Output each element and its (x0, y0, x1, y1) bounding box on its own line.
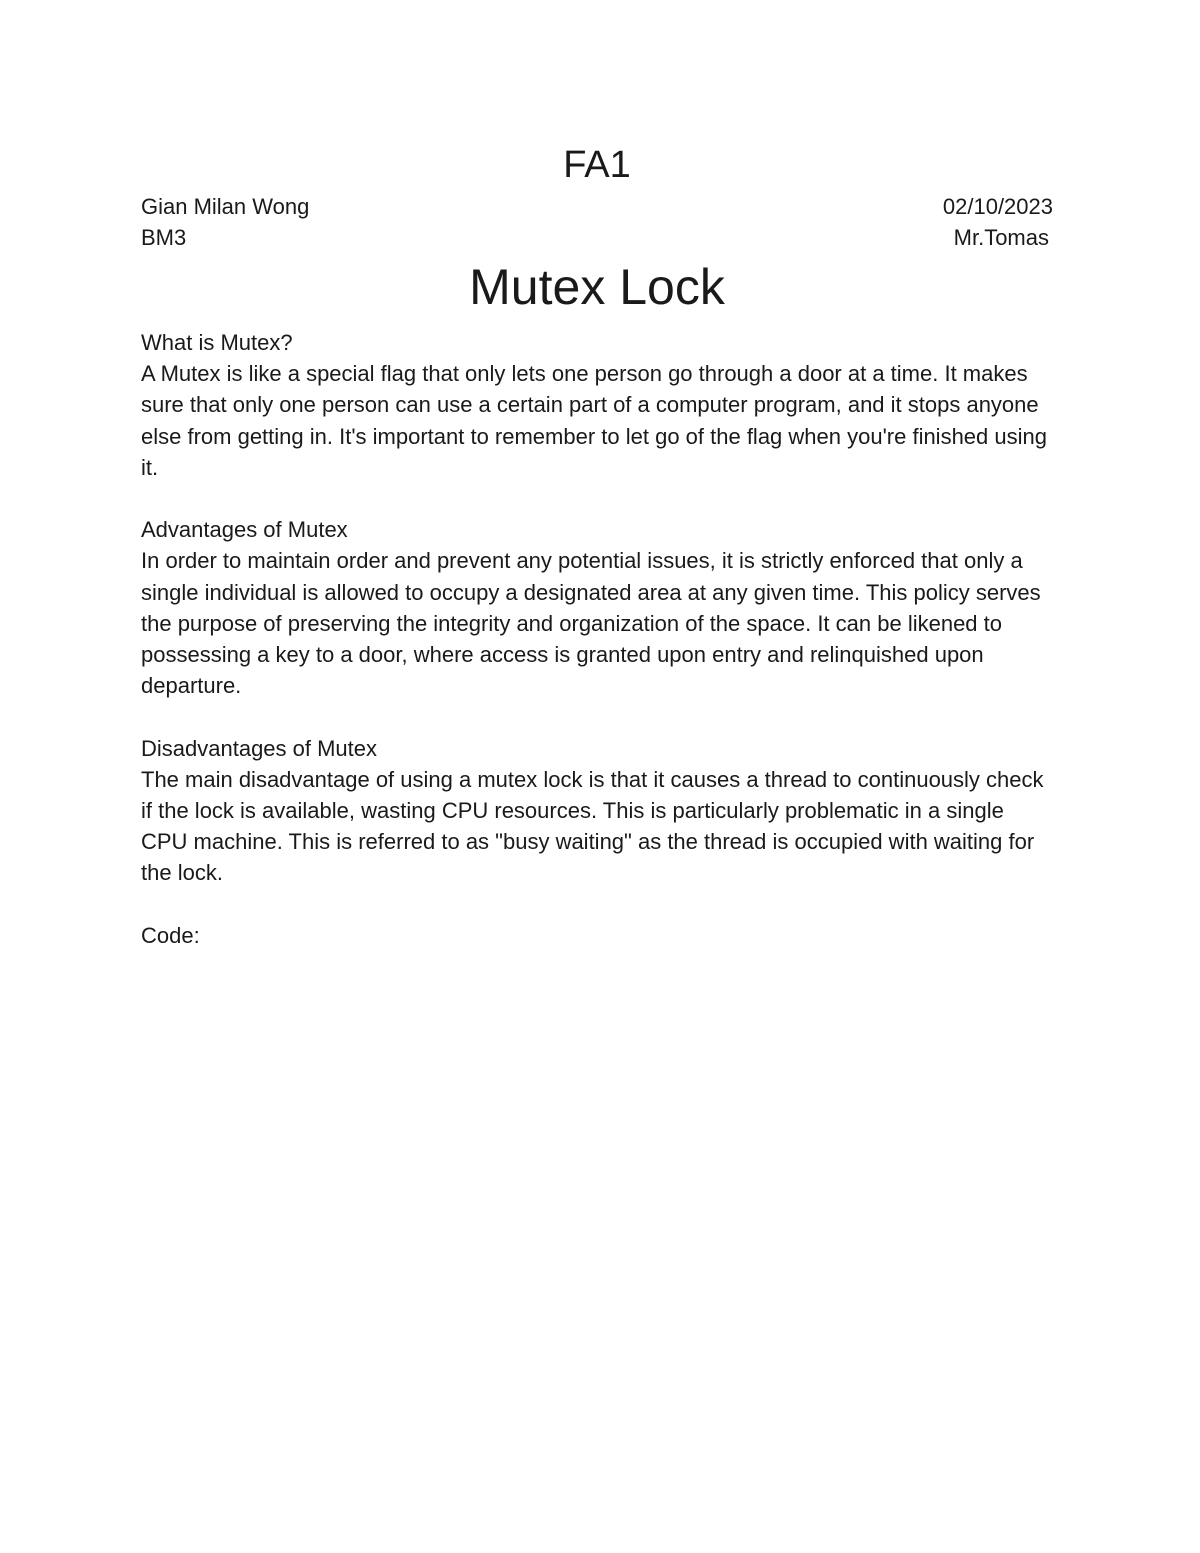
section-what-is-mutex (141, 327, 1053, 483)
section-heading: What is Mutex? (141, 330, 293, 355)
document-code: FA1 (563, 144, 631, 186)
section-disadvantages (141, 733, 1053, 889)
section-text: The main disadvantage of using a mutex lock is that it causes a thread to continuously check if the lock is available, wasting CPU resources. This is particularly problematic in a single CPU machine. This is referred to as "busy waiting" as the thread is occupied with waiting for the lock. (141, 766, 1044, 886)
document-body (141, 327, 1053, 982)
header-row-2 (141, 222, 1049, 253)
document-date: 02/10/2023 (942, 194, 1053, 219)
section-text: In order to maintain order and prevent any potential issues, it is strictly enforced that only a single individual is allowed to occupy a designated area at any given time. This policy serves the purpose of preserving the integrity and organization of the space. It can be likened to possessing a key to a door, where access is granted upon entry and relinquished upon departure. (141, 548, 1041, 699)
section-advantages (141, 514, 1053, 701)
header-row-1 (141, 191, 1053, 222)
section-text: A Mutex is like a special flag that only lets one person go through a door at a time. It makes sure that only one person can use a certain part of a computer program, and it stops anyone else from getting in. It's important to remember to let go of the flag when you're finished using it. (141, 361, 1047, 480)
author-name: Gian Milan Wong (141, 194, 310, 219)
page-title: Mutex Lock (469, 259, 725, 315)
section-code (141, 920, 1053, 951)
section-heading: Disadvantages of Mutex (141, 735, 378, 761)
section-heading: Advantages of Mutex (141, 517, 348, 543)
section-heading: Code: (141, 922, 200, 948)
instructor-name: Mr.Tomas (953, 225, 1049, 250)
class-section: BM3 (141, 225, 187, 250)
